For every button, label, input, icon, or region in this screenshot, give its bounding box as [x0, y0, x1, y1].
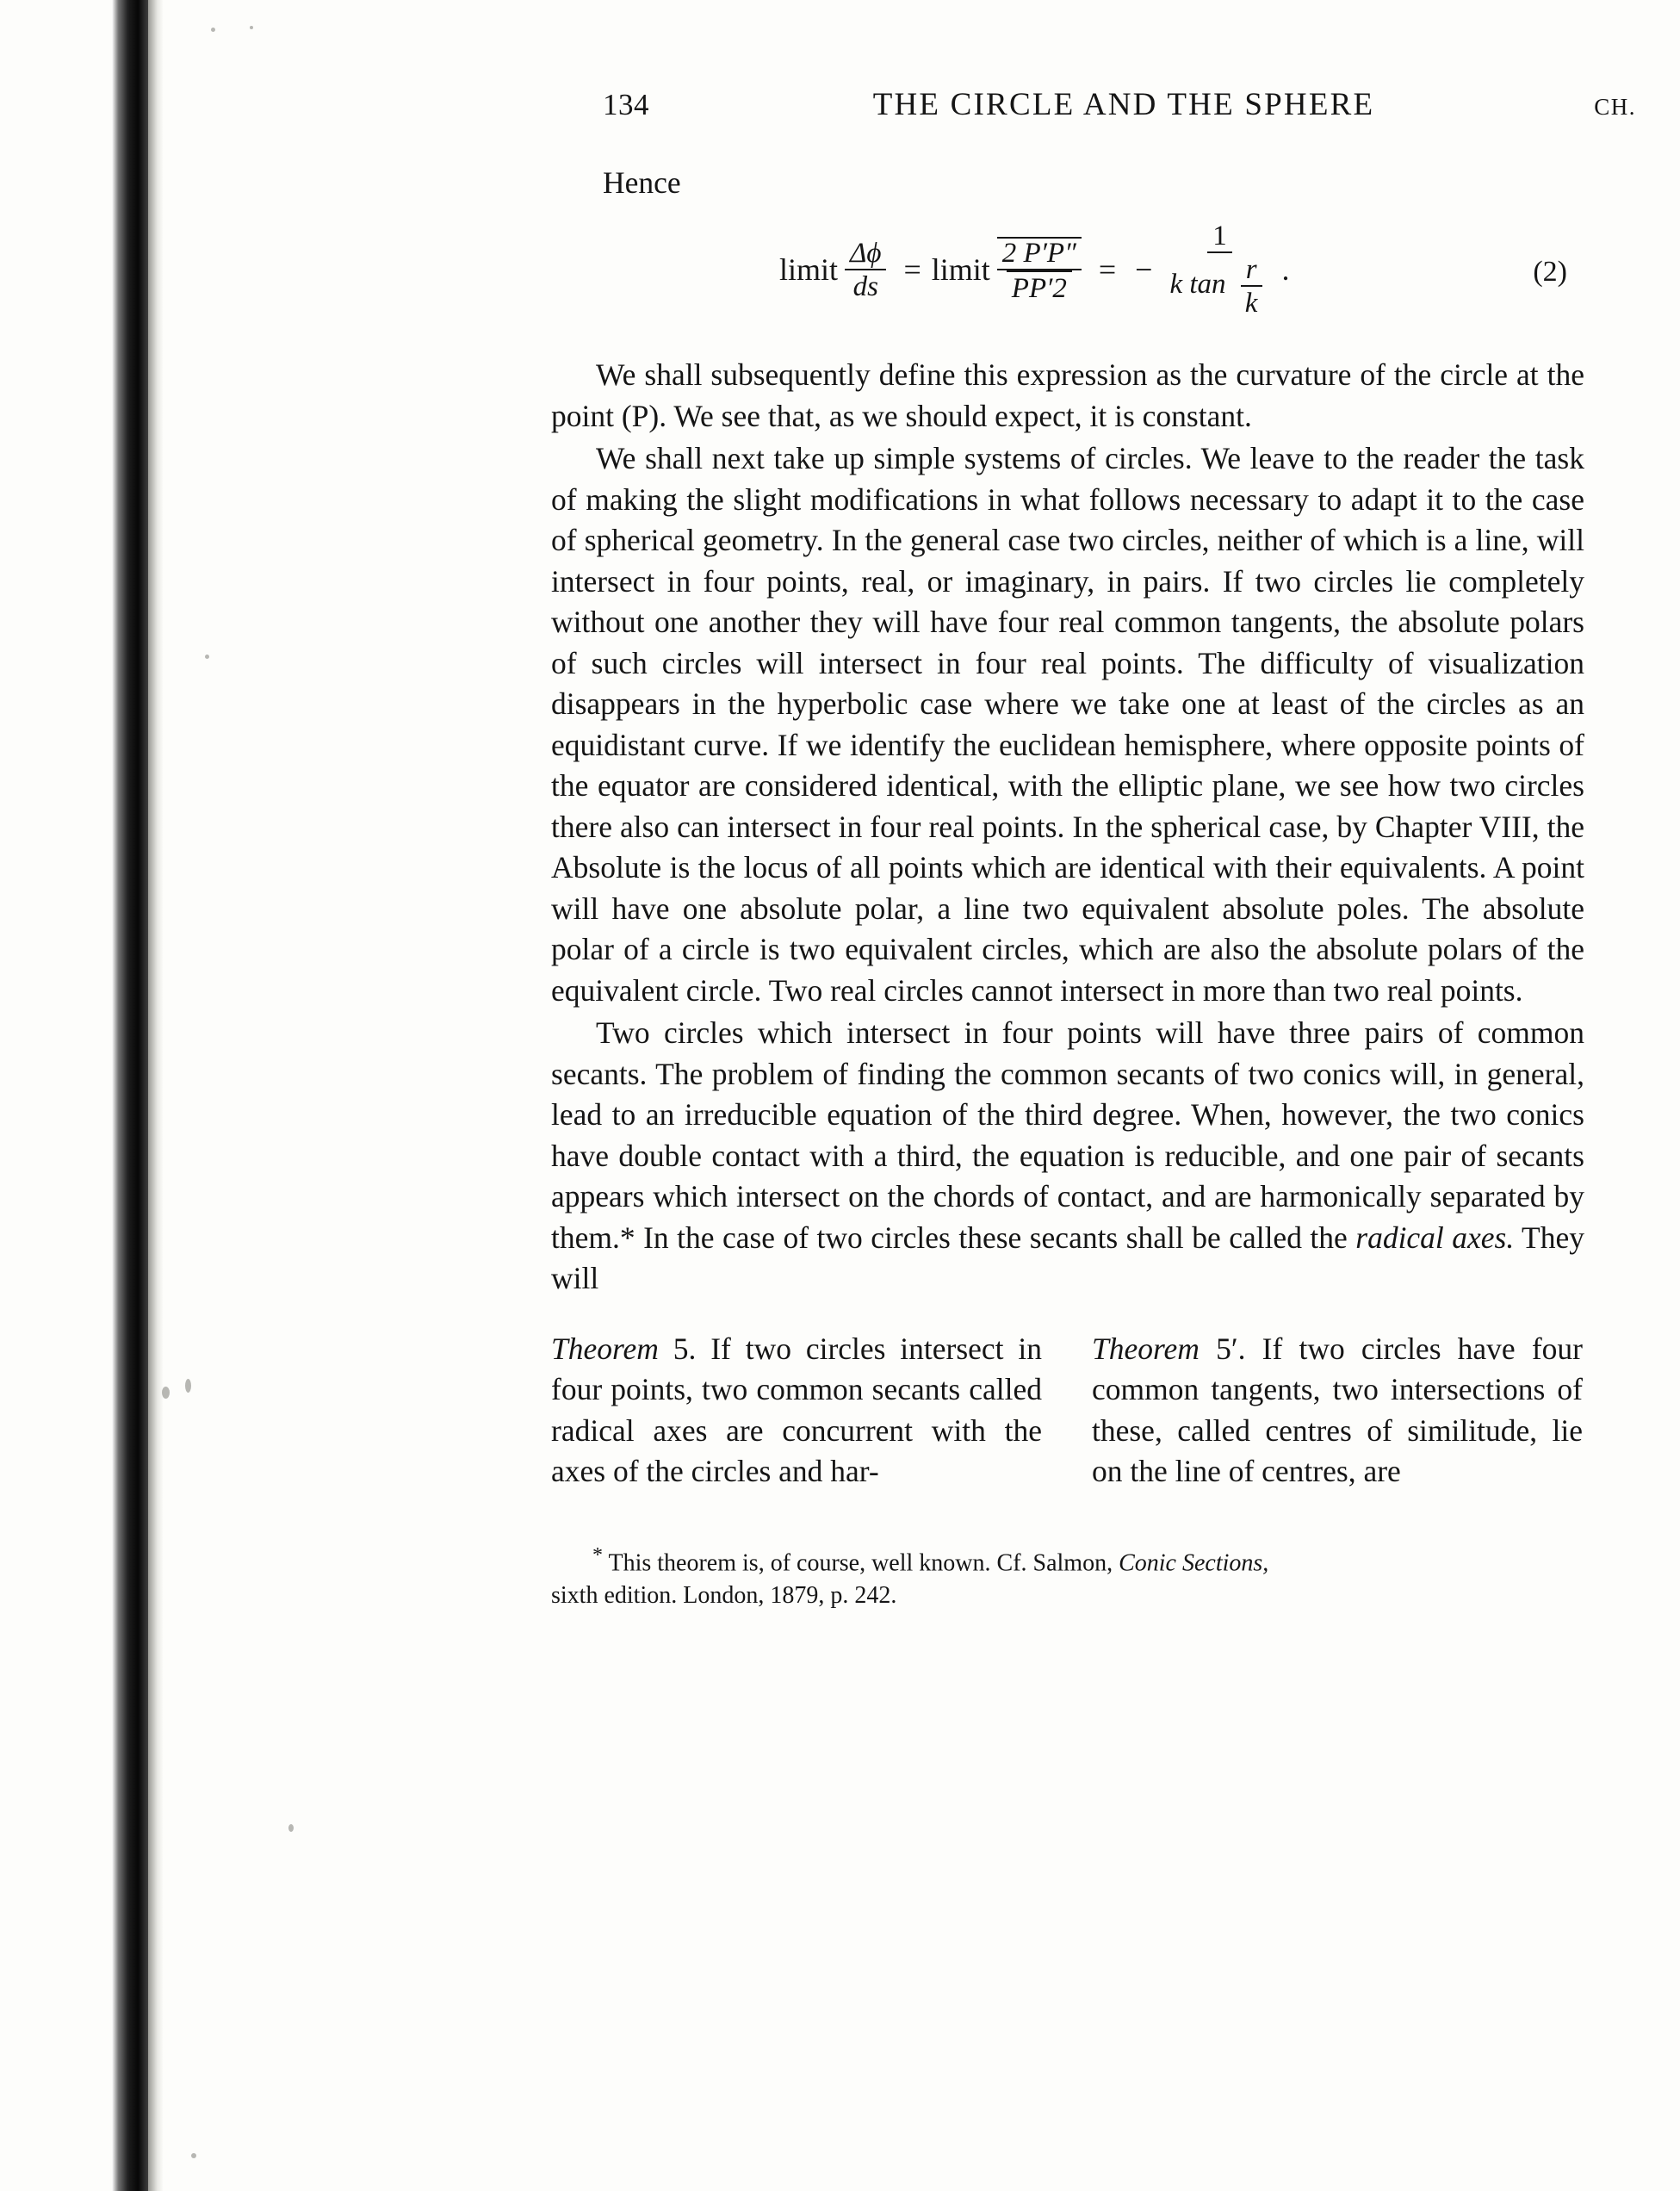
equation-period: . [1281, 252, 1290, 287]
footnote [551, 1539, 1576, 1612]
rhs-numerator: 2 P′P″ [997, 237, 1082, 270]
theorem-right-label: Theorem [1092, 1331, 1200, 1366]
paragraph-radical-axes-part-a: Two circles which intersect in four points will have three pairs of common secants. The problem of finding the common secants of two conics will, in general, lead to an irreducible equation of the third degree. When, however, the two conics have double contact with a third, the equation is reducible, and one pair of secants appears which intersect on the chords of contact, and are harmonically separated by them.* In the case of two circles these secants shall be called the [551, 1015, 1584, 1255]
limit-label-1: limit [779, 252, 839, 287]
limit-label-2: limit [931, 252, 990, 287]
display-equation [551, 213, 1584, 329]
lhs-numerator: Δϕ [845, 239, 886, 270]
equals-sign-1: = [903, 252, 921, 287]
theorem-left-label: Theorem [551, 1331, 659, 1366]
footnote-text-a: This theorem is, of course, well known. Cf. Salmon, [603, 1549, 1119, 1576]
paragraph-systems-of-circles: We shall next take up simple systems of circles. We leave to the reader the task of making the slight modifications in what follows necessary to adapt it to the case of spherical geometry. In the general case two circles, neither of which is a line, will intersect in four points, real, or imaginary, in pairs. If two circles lie completely without one another they will have four real common tangents, the absolute polars of such circles will intersect in four real points. The difficulty of visualization disappears in the hyperbolic case where we take one at least of the circles as an equidistant curve. If we identify the euclidean hemisphere, where opposite points of the equator are considered identical, with the elliptic plane, we see how two circles there also can intersect in four real points. In the spherical case, by Chapter VIII, the Absolute is the locus of all points which are identical with their equivalents. A point will have one absolute polar, a line two equivalent absolute poles. The absolute polar of a circle is two equivalent circles, which are also the absolute polars of the equivalent circle. Two real circles cannot intersect in more than two real points. [551, 441, 1584, 1008]
scan-speck [162, 1387, 170, 1399]
inner-fraction [1240, 255, 1263, 318]
scan-speck [211, 28, 215, 32]
page-number: 134 [603, 88, 649, 121]
rhs-fraction [997, 237, 1082, 303]
result-denominator-prefix: k tan [1169, 269, 1226, 301]
radical-axes-term: radical axes. [1355, 1220, 1515, 1255]
theorem-columns [551, 1329, 1584, 1493]
theorem-left [551, 1329, 1042, 1493]
running-title: THE CIRCLE AND THE SPHERE [872, 87, 1375, 122]
running-head [603, 86, 1636, 123]
result-fraction [1164, 221, 1274, 318]
equation-number: (2) [1533, 256, 1567, 288]
hence-line: Hence [603, 165, 681, 200]
inner-denominator: k [1244, 288, 1258, 319]
scan-speck [205, 655, 209, 659]
rhs-denominator: PP′2 [1007, 270, 1072, 303]
paragraph-curvature: We shall subsequently define this expression as the curvature of the circle at the point (P). We see that, as we should expect, it is constant. [551, 357, 1584, 433]
scan-speck [185, 1379, 191, 1393]
lhs-denominator: ds [852, 270, 878, 302]
scan-speck [191, 2153, 196, 2158]
minus-sign: − [1135, 252, 1153, 287]
theorem-left-text: If two circles intersect in four points, two common secants called radical axes are concurrent with the axes of the circles and har- [551, 1331, 1043, 1488]
paragraph-radical-axes-part-b: They will [551, 1220, 1584, 1295]
equals-sign-2: = [1098, 252, 1117, 287]
theorem-right-number: 5′. [1216, 1331, 1246, 1366]
paragraph-radical-axes [551, 1013, 1584, 1300]
footnote-text-b: sixth edition. London, 1879, p. 242. [551, 1581, 897, 1609]
theorem-left-number: 5. [673, 1331, 697, 1366]
result-numerator: 1 [1207, 221, 1232, 253]
footnote-marker: * [592, 1543, 603, 1567]
footnote-cited-title: Conic Sections, [1119, 1549, 1269, 1576]
equation-expression [779, 221, 1289, 318]
theorem-right [1092, 1329, 1583, 1493]
inner-numerator: r [1241, 255, 1262, 287]
page-edge-gradient [148, 0, 164, 2191]
chapter-marker: CH. [1594, 94, 1636, 120]
lhs-fraction [845, 239, 886, 301]
page-content [551, 86, 1636, 1612]
theorem-right-text: If two circles have four common tangents, two intersections of these, called centres of similitude, lie on the line of centres, are [1092, 1331, 1583, 1488]
result-denominator [1164, 253, 1274, 318]
scan-speck [288, 1824, 294, 1832]
scan-speck [250, 26, 253, 29]
